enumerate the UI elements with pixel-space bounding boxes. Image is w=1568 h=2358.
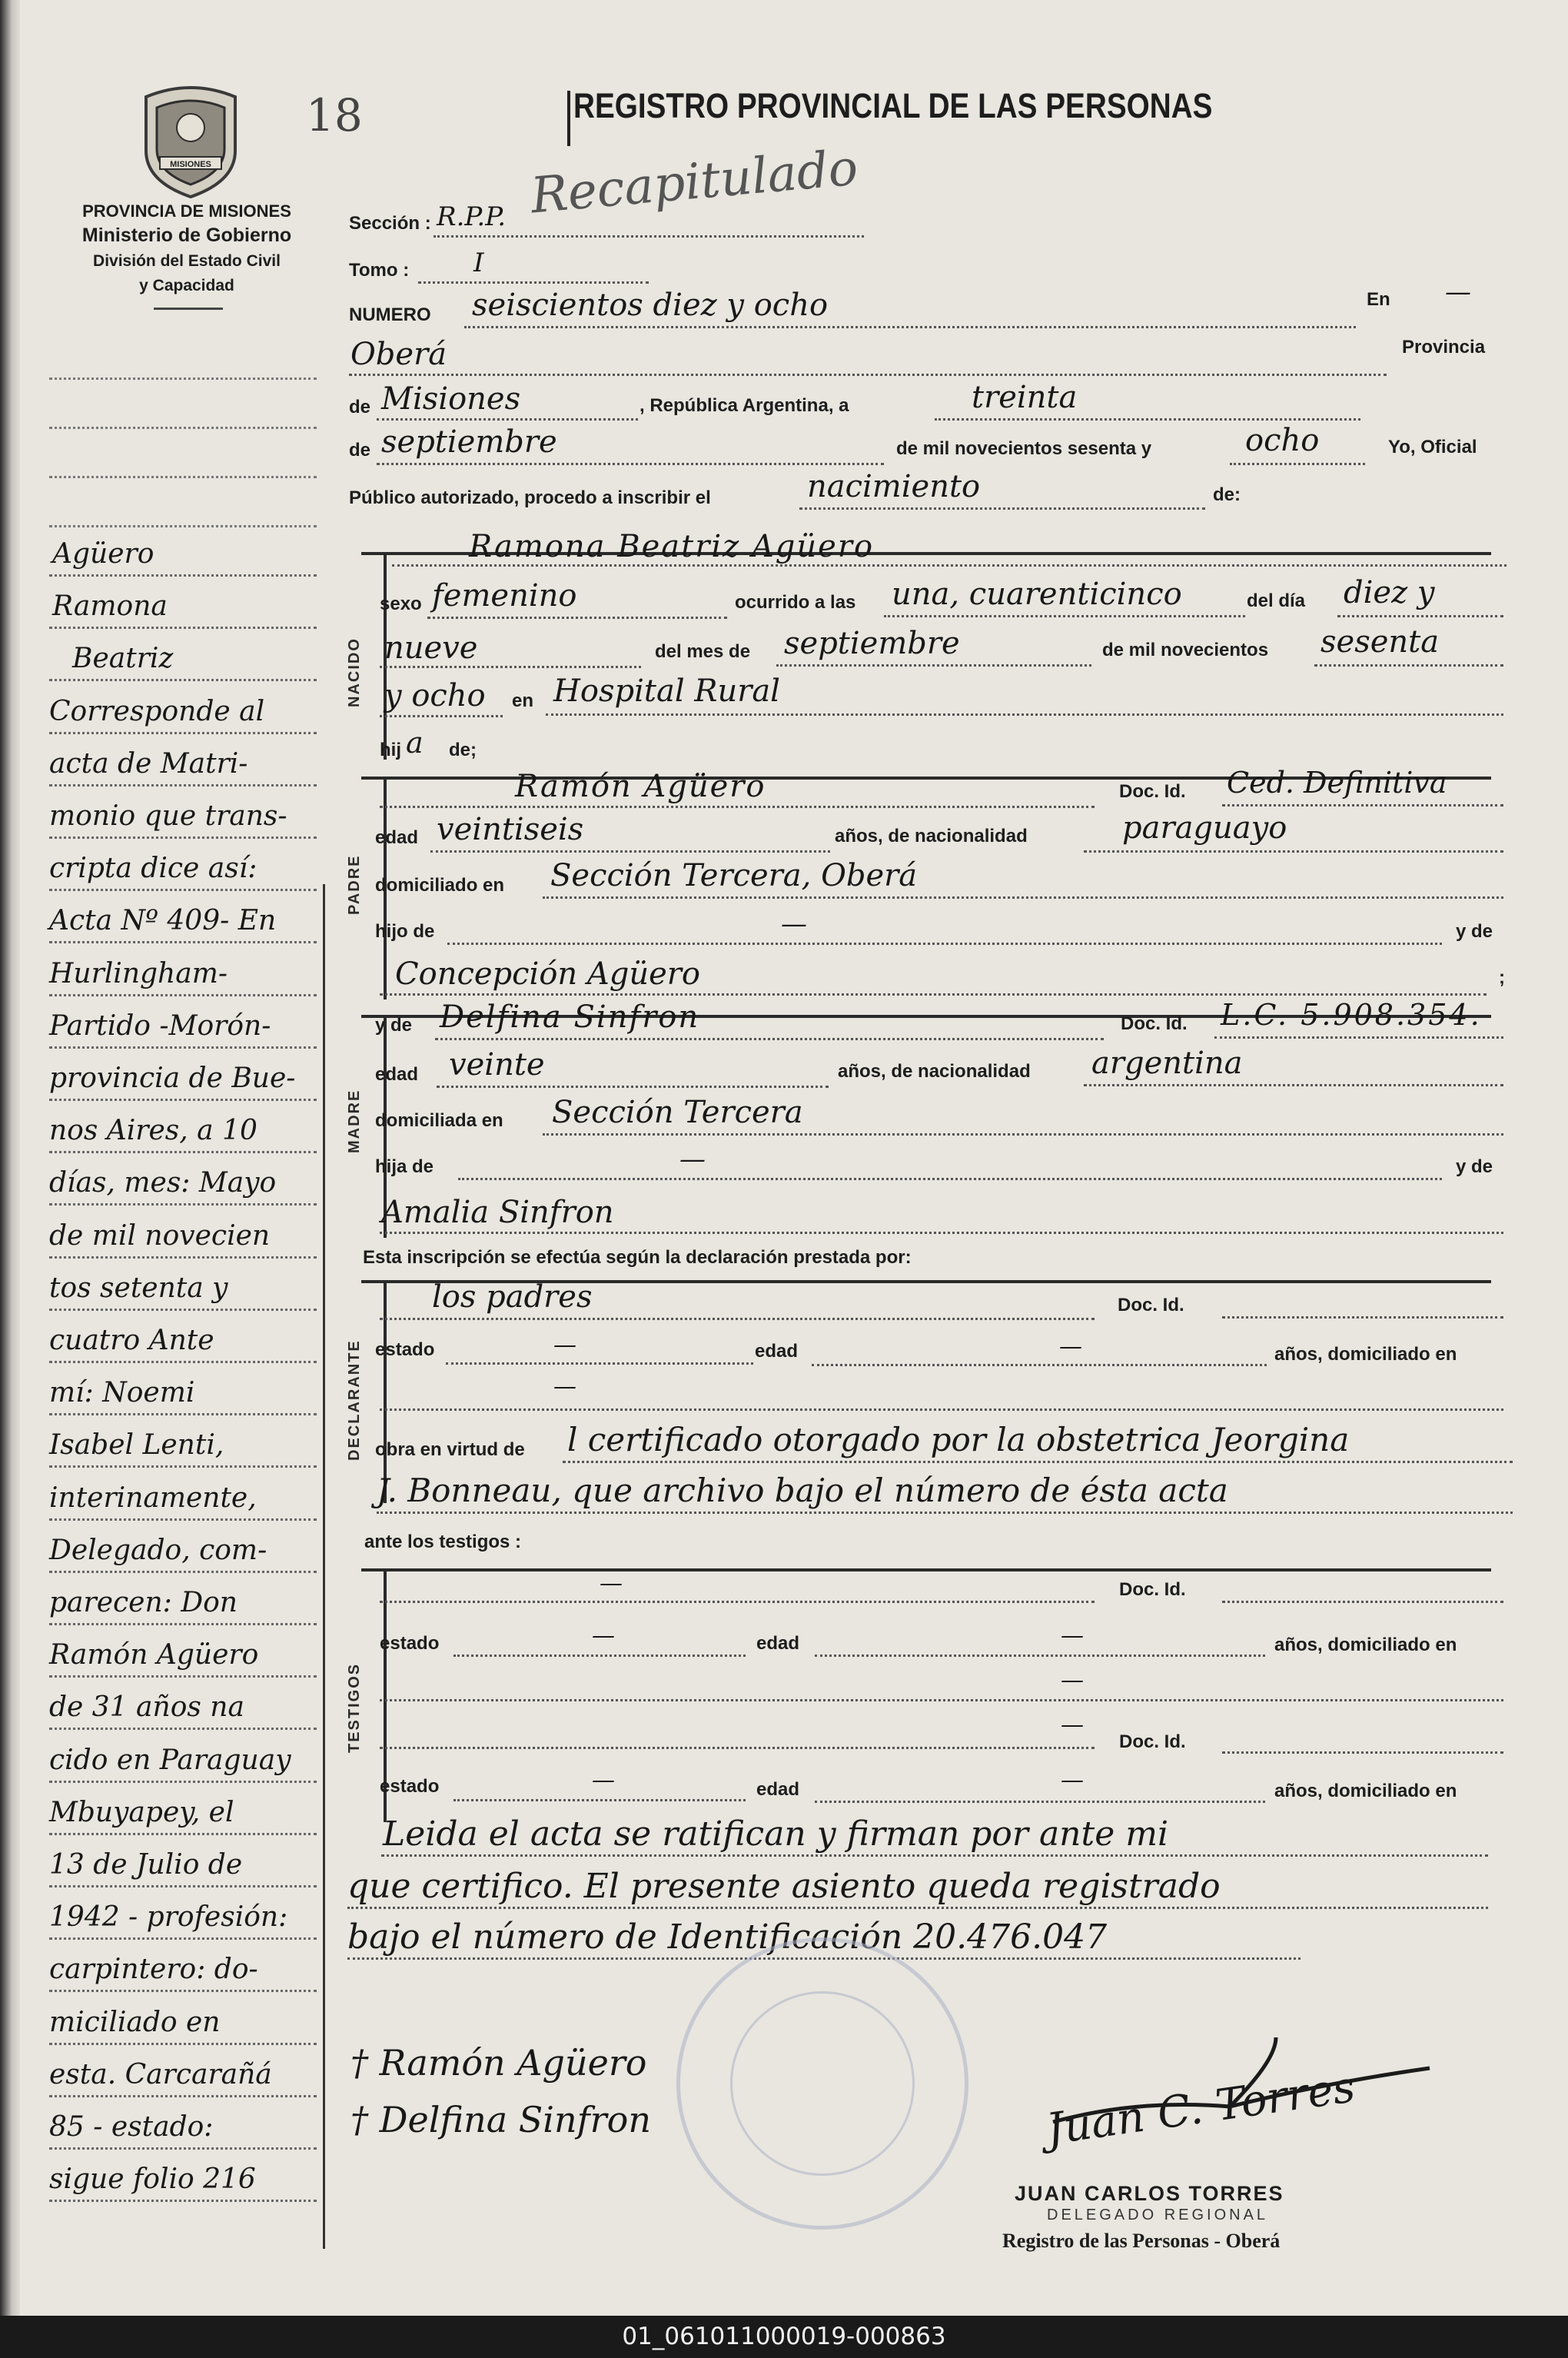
oficial-cargo: DELEGADO REGIONAL	[1047, 2207, 1269, 2223]
margin-note-text: carpintero: do-	[49, 1954, 258, 1985]
obra-label: obra en virtud de	[375, 1439, 525, 1460]
anio-line	[1230, 463, 1365, 465]
declarante-dom-line	[380, 1408, 1503, 1411]
madre-doc-value: L.C. 5.908.354.	[1221, 998, 1482, 1032]
edad3-label: edad	[755, 1341, 799, 1362]
margin-note-text: días, mes: Mayo	[49, 1167, 277, 1199]
margin-note-line	[49, 1314, 317, 1363]
page-title: REGISTRO PROVINCIAL DE LAS PERSONAS	[573, 86, 1213, 125]
lugar-value: Oberá	[350, 337, 447, 372]
madre-edad-value: veinte	[449, 1047, 545, 1083]
dia-nac-line	[1337, 615, 1503, 617]
margin-note-text: Ramón Agüero	[49, 1639, 259, 1671]
en-label: En	[1367, 289, 1390, 310]
agency-line-1: PROVINCIA DE MISIONES	[82, 201, 291, 221]
margin-note-text: 1942 - profesión:	[49, 1901, 288, 1933]
abuela-materna-value: Amalia Sinfron	[381, 1195, 614, 1230]
oficial-registro: Registro de las Personas - Oberá	[1002, 2230, 1281, 2252]
testigo2-edad-dash: —	[1061, 1767, 1084, 1794]
provincia-line	[377, 418, 638, 421]
madre-value: Delfina Sinfron	[440, 999, 700, 1035]
hijo-de-label: hijo de	[375, 921, 435, 942]
anio-nac-line-2	[380, 715, 503, 717]
margin-bracket	[323, 884, 329, 2249]
seccion-value: R.P.P.	[437, 201, 506, 232]
margin-note-line	[49, 790, 317, 839]
official-seal-inner	[730, 1991, 915, 2176]
madre-hija-de-value: —	[679, 1144, 706, 1175]
margin-note-line	[49, 1366, 317, 1415]
testigo1-dom-dash: —	[1061, 1667, 1084, 1694]
madre-nac-value: argentina	[1091, 1046, 1243, 1081]
de-colon-label: de:	[1213, 484, 1241, 505]
margin-note-text: Hurlingham-	[49, 958, 228, 989]
tomo-line	[418, 281, 649, 284]
margin-note-text: Acta Nº 409- En	[49, 905, 277, 936]
sexo-label: sexo	[380, 594, 422, 614]
madre-doc-line	[1214, 1036, 1503, 1039]
firma-padre: † Ramón Agüero	[350, 2042, 647, 2084]
mil-label: de mil novecientos sesenta y	[896, 438, 1152, 459]
margin-note-line	[49, 947, 317, 996]
cierre-rule-1	[381, 1854, 1488, 1857]
margin-note-line	[49, 1786, 317, 1835]
abuela-materna-line	[380, 1232, 1503, 1234]
padre-doc-value: Ced. Definitiva	[1227, 766, 1447, 800]
seccion-line	[434, 235, 864, 238]
en2-label: en	[512, 690, 534, 711]
numero-label: NUMERO	[349, 304, 431, 325]
mes-line	[377, 463, 884, 465]
seccion-label: Sección :	[349, 213, 431, 234]
margin-note-text: tos setenta y	[49, 1272, 228, 1304]
acto-line	[799, 507, 1205, 510]
margin-note-line	[49, 2100, 317, 2150]
testigo2-edad-line	[815, 1801, 1265, 1803]
margin-note-line	[49, 1734, 317, 1783]
testigo2-dash: —	[1061, 1711, 1084, 1738]
y-de2-label: y de	[375, 1015, 413, 1036]
lugar-nac-line	[546, 713, 1503, 716]
numero-line	[464, 326, 1356, 328]
margin-note-line	[49, 1524, 317, 1573]
file-identifier: 01_061011000019-000863	[0, 2316, 1568, 2358]
testigo1-dash: —	[600, 1570, 623, 1597]
inscripcion-label: Esta inscripción se efectúa según la declaración prestada por:	[363, 1247, 912, 1268]
margin-note-text: Mbuyapey, el	[49, 1797, 234, 1828]
nombre-line	[392, 564, 1507, 567]
margin-note-text: Beatriz	[72, 643, 174, 674]
anios-dom2-label: años, domiciliado en	[1274, 1635, 1457, 1655]
abuela-paterna-line	[380, 993, 1487, 996]
publico-label: Público autorizado, procedo a inscribir el	[349, 487, 711, 508]
anio-value: ocho	[1245, 423, 1320, 458]
padre-nac-line	[1084, 850, 1503, 853]
margin-note-line	[49, 842, 317, 891]
obra-value-2: J. Bonneau, que archivo bajo el número de ésta acta	[377, 1472, 1228, 1509]
cierre-line-3: bajo el número de Identificación 20.476.047	[347, 1917, 1108, 1957]
binding-edge	[0, 0, 20, 2316]
margin-note-line	[49, 1262, 317, 1311]
margin-note-line	[49, 685, 317, 734]
margin-note-line	[49, 1418, 317, 1468]
cierre-line-1: Leida el acta se ratifican y firman por ante mi	[383, 1814, 1169, 1854]
margin-note-text: provincia de Bue-	[49, 1063, 296, 1094]
del-mes-label: del mes de	[655, 641, 751, 662]
declarante-doc-line	[1222, 1316, 1503, 1319]
ocurrido-label: ocurrido a las	[735, 592, 856, 613]
margin-note-text: miciliado en	[49, 2007, 221, 2038]
margin-note-text: parecen: Don	[49, 1587, 238, 1618]
tomo-label: Tomo :	[349, 260, 410, 281]
margin-note-text: Partido -Morón-	[49, 1010, 271, 1042]
testigo1-edad-line	[815, 1655, 1265, 1657]
oficial-firma: Juan C. Torres	[1043, 2062, 1358, 2155]
madre-edad-line	[437, 1086, 829, 1088]
margin-note-line	[49, 1943, 317, 1992]
margin-note-text: Agüero	[52, 538, 154, 570]
y-de-label: y de	[1456, 921, 1493, 942]
doc-id3-label: Doc. Id.	[1118, 1295, 1184, 1315]
domiciliado-label: domiciliado en	[375, 875, 505, 896]
margin-note-line	[49, 1472, 317, 1521]
coat-of-arms-crest	[138, 81, 243, 198]
de-label: de	[349, 397, 371, 417]
edad4-label: edad	[756, 1633, 800, 1654]
testigos-top-rule	[361, 1568, 1491, 1571]
declarante-edad-line	[812, 1364, 1267, 1366]
edad-label: edad	[375, 827, 419, 848]
margin-note-line	[49, 2153, 317, 2202]
margin-note-line	[49, 527, 317, 577]
testigo1-dom-line	[380, 1699, 1503, 1701]
padre-nac-value: paraguayo	[1122, 810, 1287, 846]
crest-band-text: MISIONES	[170, 160, 211, 169]
padre-dom-value: Sección Tercera, Oberá	[550, 858, 918, 893]
oficial-nombre: JUAN CARLOS TORRES	[1015, 2182, 1284, 2205]
en-value: —	[1445, 277, 1471, 308]
tomo-value: I	[473, 248, 484, 278]
mes-nac-value: septiembre	[784, 626, 960, 661]
margin-note-line	[49, 1052, 317, 1101]
margin-note-line	[49, 737, 317, 787]
semicolon: ;	[1499, 967, 1505, 988]
dia-nac-value: diez y	[1344, 575, 1435, 610]
testigos-label: ante los testigos :	[364, 1532, 522, 1552]
stamp-annotation: Recapitulado	[528, 139, 860, 225]
mes-value: septiembre	[381, 424, 557, 460]
anio-nac-line	[1314, 664, 1503, 667]
dia-line	[935, 418, 1360, 421]
margin-note-text: 13 de Julio de	[49, 1849, 243, 1881]
declarante-value: los padres	[432, 1279, 593, 1315]
margin-note-line	[49, 1891, 317, 1940]
dia-nac-value-2: nueve	[384, 630, 478, 666]
margin-note-text: Delegado, com-	[49, 1535, 267, 1566]
estado3-label: estado	[380, 1776, 440, 1797]
lugar-line	[349, 374, 1387, 376]
lugar-nac-value: Hospital Rural	[553, 673, 780, 709]
padre-line	[380, 806, 1095, 808]
doc-id4-label: Doc. Id.	[1119, 1579, 1186, 1600]
testigo2-doc-line	[1222, 1751, 1503, 1754]
edad5-label: edad	[756, 1779, 800, 1800]
margin-note-text: Ramona	[52, 590, 168, 622]
doc-id5-label: Doc. Id.	[1119, 1731, 1186, 1752]
madre-nac-line	[1084, 1084, 1503, 1086]
margin-note-text: interinamente,	[49, 1482, 257, 1514]
margin-note-line	[49, 2048, 317, 2097]
testigo1-edad-dash: —	[1061, 1622, 1084, 1649]
provincia-label: Provincia	[1402, 337, 1486, 358]
estado2-label: estado	[380, 1633, 440, 1654]
madre-line	[435, 1038, 1104, 1040]
cierre-line-2: que certifico. El presente asiento queda registrado	[347, 1867, 1221, 1906]
mes-nac-line	[776, 664, 1091, 667]
mil-nov-label: de mil novecientos	[1102, 640, 1269, 660]
anios-dom3-label: años, domiciliado en	[1274, 1781, 1457, 1801]
sexo-line	[427, 617, 727, 619]
margin-note-text: de 31 años na	[49, 1691, 244, 1723]
abuela-paterna-value: Concepción Agüero	[395, 956, 701, 992]
hija-de-label: de;	[449, 740, 477, 760]
testigo1-line	[380, 1601, 1095, 1603]
testigo1-estado-dash: —	[592, 1622, 615, 1649]
declarante-estado-line	[446, 1362, 753, 1365]
padre-hijo-de-line	[447, 943, 1442, 945]
padre-hijo-de-value: —	[781, 909, 807, 940]
margin-note-text: Isabel Lenti,	[49, 1429, 224, 1461]
padre-edad-value: veintiseis	[437, 812, 584, 847]
acto-value: nacimiento	[807, 469, 981, 504]
margin-note-text: 85 - estado:	[49, 2111, 214, 2143]
y-de3-label: y de	[1456, 1156, 1493, 1177]
margin-note-text: esta. Carcarañá	[49, 2059, 272, 2090]
hija-de2-label: hija de	[375, 1156, 434, 1177]
dia-value: treinta	[972, 380, 1078, 415]
numero-value: seiscientos diez y ocho	[472, 288, 829, 323]
margin-note-text: sigue folio 216	[49, 2163, 256, 2195]
firma-madre: † Delfina Sinfron	[350, 2099, 651, 2140]
madre-hija-de-line	[458, 1178, 1442, 1180]
declarante-edad-dash: —	[1059, 1333, 1082, 1360]
testigo2-estado-dash: —	[592, 1767, 615, 1794]
testigo2-line	[380, 1747, 1095, 1749]
dia-nac-line-2	[380, 666, 641, 668]
padre-edad-line	[430, 850, 830, 853]
declarante-estado-dash: —	[553, 1332, 576, 1359]
del-dia-label: del día	[1247, 590, 1306, 611]
margin-note-text: cripta dice así:	[49, 853, 257, 884]
obra-line	[563, 1461, 1513, 1463]
margin-note-line	[49, 1996, 317, 2045]
domiciliada-label: domiciliada en	[375, 1110, 503, 1131]
obra-value: l certificado otorgado por la obstetrica Jeorgina	[567, 1421, 1350, 1458]
margin-note-line	[49, 580, 317, 629]
margin-note-line	[49, 1209, 317, 1259]
testigo1-estado-line	[453, 1655, 746, 1657]
republica-label: , República Argentina, a	[639, 395, 849, 416]
provincia-value: Misiones	[381, 381, 521, 417]
padre-doc-line	[1222, 804, 1503, 807]
doc-id-label: Doc. Id.	[1119, 781, 1186, 802]
anio-nac-value: sesenta	[1321, 624, 1440, 660]
folio-number: 18	[306, 89, 363, 141]
anio-nac-value-2: y ocho	[384, 678, 486, 713]
margin-note-line	[49, 1156, 317, 1206]
hija-label: hij	[380, 740, 401, 760]
cierre-rule-2	[347, 1907, 1488, 1909]
margin-note-line	[49, 999, 317, 1049]
doc-id2-label: Doc. Id.	[1121, 1013, 1188, 1034]
obra-line-2	[377, 1512, 1513, 1514]
declarante-line	[380, 1318, 1095, 1320]
document-page: MISIONES PROVINCIA DE MISIONES Ministerio de Gobierno División del Estado Civil y Capacidad 18 REGISTRO PROVINCIAL DE LAS PERSONAS Recapitulado Agüero Ramona Beatriz Corresponde al acta de Matri- monio que trans- cripta dice así: Acta Nº 409- En Hurlingham- Partido -Morón- provincia de Bue- nos Aires, a 10 días, mes: Mayo de mil novecien tos setenta y cuatro Ante mí: Noemi Isabel Lenti, interinamente, Delegado, com- parecen: Don Ramón Agüero de 31 años na cido en Paraguay Mbuyapey, el 13 de Julio de 1942 - profesión: carpintero: do- miciliado en esta. Carcarañá 85 - estado: sigue folio 216 NACIDO PADRE MADRE DECLARANTE TESTIGOS Sección : R.P.P. Tomo : I NUMERO seiscientos diez y ocho En — Oberá Provincia de Misiones , República Argentina, a treinta de septiembre de mil novecientos sesenta y ocho Yo, Oficial Público autorizado, procedo a inscribir el nacimiento de: Ramona Beatriz Agüero sexo femenino ocurrido a las una, cuarenticinco del día diez y nueve del mes de septiembre de mil novecientos sesenta y ocho en Hospital Rural hij a de; Ramón Agüero Doc. Id. Ced. Definitiva edad veintiseis años, de nacionalidad paraguayo domiciliado en Sección Tercera, Oberá hijo de — y de Concepción Agüero ; y de Delfina Sinfron Doc. Id. L.C. 5.908.354. edad veinte años, de nacionalidad argentina domiciliada en Sección Tercera hija de — y de Amalia Sinfron Esta inscripción se efectúa según la declaración prestada por: los padres Doc. Id. estado — edad — años, domiciliado en — obra en virtud de l certificado otorgado por la obstetrica Jeorgina J. Bonneau, que archivo bajo el número de ésta acta ante los testigos : — Doc. Id. estado — edad — años, domiciliado en — — Doc. Id. estado — edad — años, domiciliado en Leida el acta se ratifican y firman por ante mi que certifico. El presente asiento queda registrado bajo el número de Identificación 20.476.047 † Ramón Agüero † Delfina Sinfron Juan C. Torres JUAN CARLOS TORRES DELEGADO REGIONAL Registro de las Personas - Oberá	[0, 0, 1568, 2316]
padre-value: Ramón Agüero	[515, 769, 766, 804]
agency-line-3: División del Estado Civil	[93, 252, 281, 270]
testigo1-doc-line	[1222, 1601, 1503, 1603]
hija-value: a	[406, 726, 424, 760]
hora-value: una, cuarenticinco	[892, 577, 1182, 612]
margin-note-line	[49, 1628, 317, 1678]
margin-note-line	[49, 632, 317, 681]
margin-note-line	[49, 894, 317, 943]
oficial-label: Yo, Oficial	[1388, 437, 1477, 457]
title-tick	[567, 91, 570, 146]
anios-dom-label: años, domiciliado en	[1274, 1344, 1457, 1365]
agency-line-4: y Capacidad	[139, 277, 234, 294]
signature-flourish	[1045, 2030, 1445, 2153]
padre-dom-line	[543, 896, 1503, 899]
agency-line-2: Ministerio de Gobierno	[81, 224, 292, 246]
margin-note-text: nos Aires, a 10	[49, 1115, 257, 1146]
margin-note-line	[49, 1838, 317, 1887]
de2-label: de	[349, 440, 371, 461]
margin-note-line	[49, 1681, 317, 1730]
edad2-label: edad	[375, 1064, 419, 1085]
margin-note-text: cido en Paraguay	[49, 1744, 291, 1776]
estado-label: estado	[375, 1339, 435, 1360]
nombre-value: Ramona Beatriz Agüero	[469, 529, 875, 564]
margin-note-text: monio que trans-	[49, 800, 287, 832]
agency-rule	[154, 308, 223, 310]
margin-note-line	[49, 1104, 317, 1153]
margin-note-text: Corresponde al	[49, 696, 265, 727]
nacionalidad-label: años, de nacionalidad	[835, 826, 1028, 846]
madre-dom-value: Sección Tercera	[552, 1095, 803, 1130]
margin-note-text: acta de Matri-	[49, 748, 248, 780]
margin-note-text: mí: Noemi	[49, 1377, 195, 1408]
margin-note-text: cuatro Ante	[49, 1325, 214, 1356]
declarante-dom-dash: —	[553, 1373, 576, 1400]
madre-dom-line	[543, 1133, 1503, 1136]
margin-note-text: de mil novecien	[49, 1220, 271, 1252]
hora-line	[884, 615, 1245, 617]
margin-note-line	[49, 1576, 317, 1625]
nacionalidad2-label: años, de nacionalidad	[838, 1061, 1031, 1082]
testigo2-estado-line	[453, 1799, 746, 1801]
sexo-value: femenino	[432, 578, 577, 614]
